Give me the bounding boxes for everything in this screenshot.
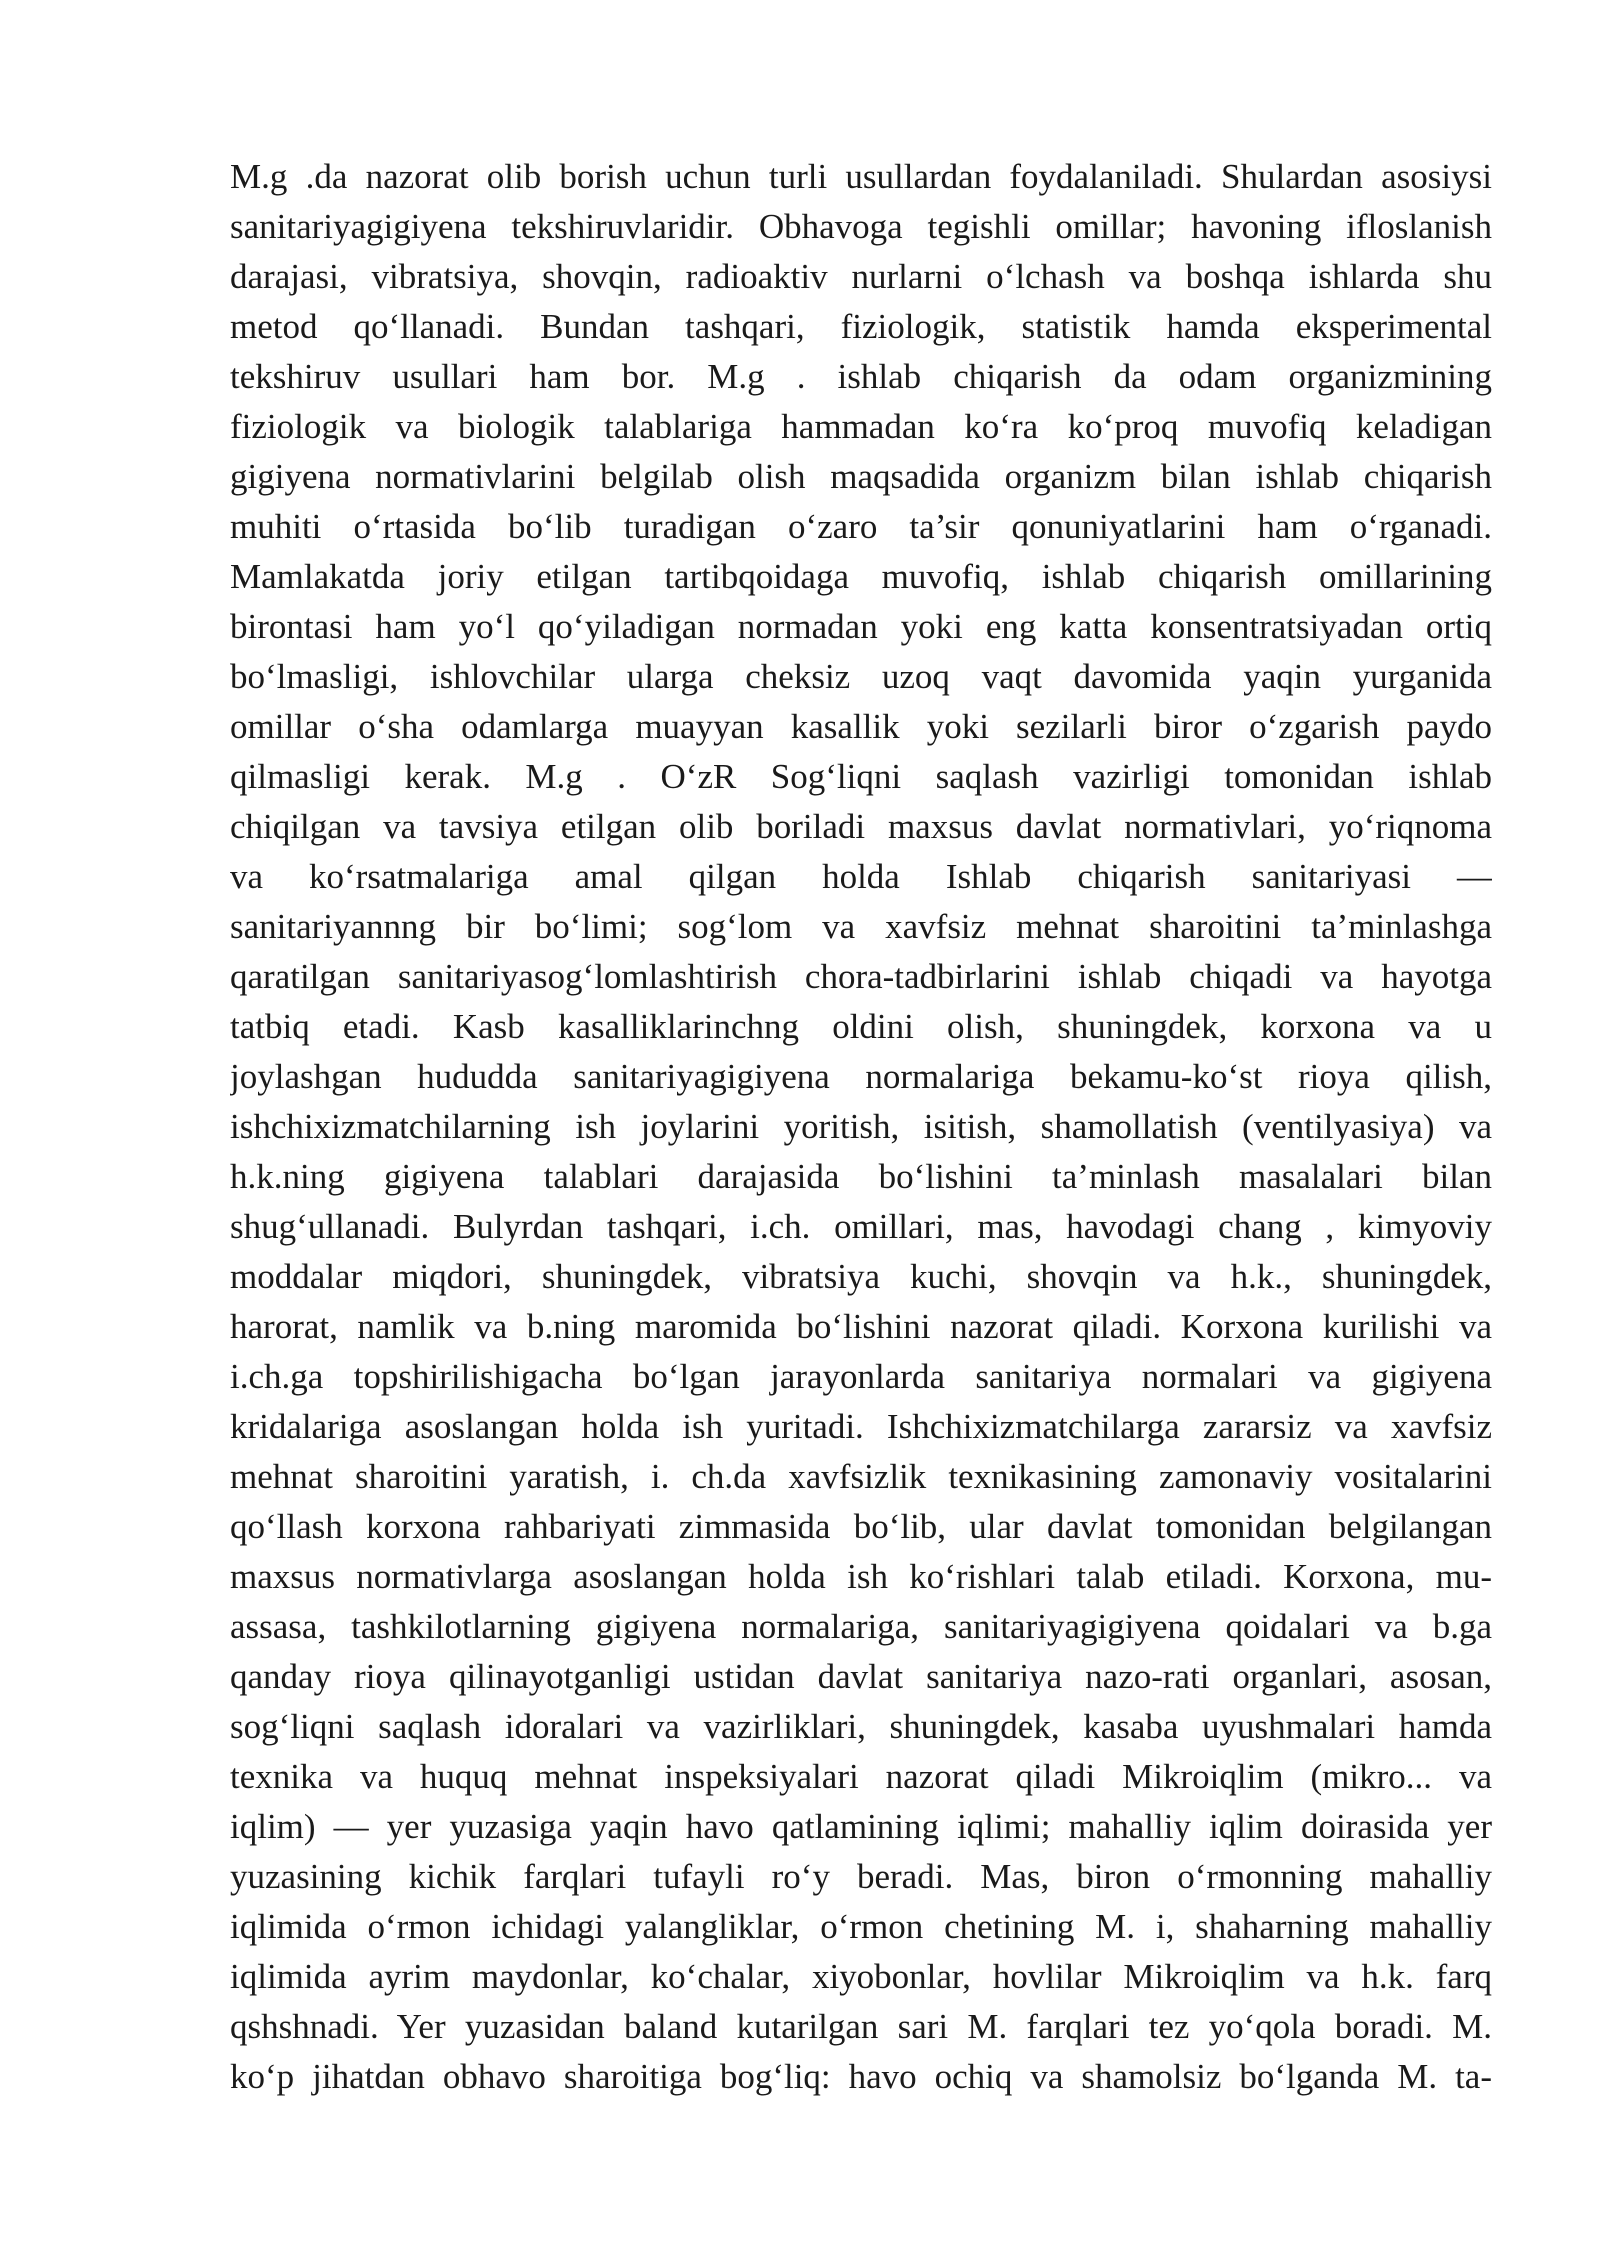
text-line: metod qoʻllanadi. Bundan tashqari, fiziologik, statistik hamda eksperimental — [230, 307, 1492, 346]
text-line: h.k.ning gigiyena talablari darajasida boʻlishini ta’minlash masalalari bilan — [230, 1157, 1492, 1196]
text-line: M.g .da nazorat olib borish uchun turli usullardan foydalaniladi. Shulardan asosiysi — [230, 157, 1492, 196]
text-line: moddalar miqdori, shuningdek, vibratsiya kuchi, shovqin va h.k., shuningdek, — [230, 1257, 1492, 1296]
text-line: assasa, tashkilotlarning gigiyena normalariga, sanitariyagigiyena qoidalari va b.ga — [230, 1607, 1492, 1646]
text-line: maxsus normativlarga asoslangan holda ish koʻrishlari talab etiladi. Korxona, mu- — [230, 1557, 1492, 1596]
text-line: sogʻliqni saqlash idoralari va vazirliklari, shuningdek, kasaba uyushmalari hamda — [230, 1707, 1492, 1746]
text-line: omillar oʻsha odamlarga muayyan kasallik yoki sezilarli biror oʻzgarish paydo — [230, 707, 1492, 746]
text-line: qshshnadi. Yer yuzasidan baland kutarilgan sari M. farqlari tez yoʻqola boradi. M. — [230, 2007, 1492, 2046]
text-line: harorat, namlik va b.ning maromida boʻlishini nazorat qiladi. Korxona kurilishi va — [230, 1307, 1492, 1346]
document-body — [230, 152, 1492, 2102]
text-line: sanitariyagigiyena tekshiruvlaridir. Obhavoga tegishli omillar; havoning ifloslanish — [230, 207, 1492, 246]
text-line: tatbiq etadi. Kasb kasalliklarinchng oldini olish, shuningdek, korxona va u — [230, 1007, 1492, 1046]
text-line: texnika va huquq mehnat inspeksiyalari nazorat qiladi Mikroiqlim (mikro... va — [230, 1757, 1492, 1796]
text-line: ishchixizmatchilarning ish joylarini yoritish, isitish, shamollatish (ventilyasiya) va — [230, 1107, 1492, 1146]
text-line: qilmasligi kerak. M.g . OʻzR Sogʻliqni saqlash vazirligi tomonidan ishlab — [230, 757, 1492, 796]
text-line: mehnat sharoitini yaratish, i. ch.da xavfsizlik texnikasining zamonaviy vositalarini — [230, 1457, 1492, 1496]
text-line: birontasi ham yoʻl qoʻyiladigan normadan yoki eng katta konsentratsiyadan ortiq — [230, 607, 1492, 646]
text-line: gigiyena normativlarini belgilab olish maqsadida organizm bilan ishlab chiqarish — [230, 457, 1492, 496]
text-line: tekshiruv usullari ham bor. M.g . ishlab chiqarish da odam organizmining — [230, 357, 1492, 396]
text-line: i.ch.ga topshirilishigacha boʻlgan jarayonlarda sanitariya normalari va gigiyena — [230, 1357, 1492, 1396]
text-line: boʻlmasligi, ishlovchilar ularga cheksiz uzoq vaqt davomida yaqin yurganida — [230, 657, 1492, 696]
text-line: koʻp jihatdan obhavo sharoitiga bogʻliq: havo ochiq va shamolsiz boʻlganda M. ta- — [230, 2057, 1492, 2096]
text-line: joylashgan hududda sanitariyagigiyena normalariga bekamu-koʻst rioya qilish, — [230, 1057, 1492, 1096]
text-line: darajasi, vibratsiya, shovqin, radioaktiv nurlarni oʻlchash va boshqa ishlarda shu — [230, 257, 1492, 296]
text-line: sanitariyannng bir boʻlimi; sogʻlom va xavfsiz mehnat sharoitini ta’minlashga — [230, 907, 1492, 946]
text-line: kridalariga asoslangan holda ish yuritadi. Ishchixizmatchilarga zararsiz va xavfsiz — [230, 1407, 1492, 1446]
text-line: va koʻrsatmalariga amal qilgan holda Ishlab chiqarish sanitariyasi — — [230, 857, 1492, 896]
text-line: qanday rioya qilinayotganligi ustidan davlat sanitariya nazo-rati organlari, asosan, — [230, 1657, 1492, 1696]
text-line: shugʻullanadi. Bulyrdan tashqari, i.ch. omillari, mas, havodagi chang , kimyoviy — [230, 1207, 1492, 1246]
text-line: iqlimida oʻrmon ichidagi yalangliklar, oʻrmon chetining M. i, shaharning mahalliy — [230, 1907, 1492, 1946]
text-line: chiqilgan va tavsiya etilgan olib boriladi maxsus davlat normativlari, yoʻriqnoma — [230, 807, 1492, 846]
text-line: Mamlakatda joriy etilgan tartibqoidaga muvofiq, ishlab chiqarish omillarining — [230, 557, 1492, 596]
text-line: fiziologik va biologik talablariga hammadan koʻra koʻproq muvofiq keladigan — [230, 407, 1492, 446]
text-line: yuzasining kichik farqlari tufayli roʻy beradi. Mas, biron oʻrmonning mahalliy — [230, 1857, 1492, 1896]
text-line: qoʻllash korxona rahbariyati zimmasida boʻlib, ular davlat tomonidan belgilangan — [230, 1507, 1492, 1546]
text-line: muhiti oʻrtasida boʻlib turadigan oʻzaro ta’sir qonuniyatlarini ham oʻrganadi. — [230, 507, 1492, 546]
text-line: iqlim) — yer yuzasiga yaqin havo qatlamining iqlimi; mahalliy iqlim doirasida yer — [230, 1807, 1492, 1846]
text-line: iqlimida ayrim maydonlar, koʻchalar, xiyobonlar, hovlilar Mikroiqlim va h.k. farq — [230, 1957, 1492, 1996]
text-line: qaratilgan sanitariyasogʻlomlashtirish chora-tadbirlarini ishlab chiqadi va hayotga — [230, 957, 1492, 996]
